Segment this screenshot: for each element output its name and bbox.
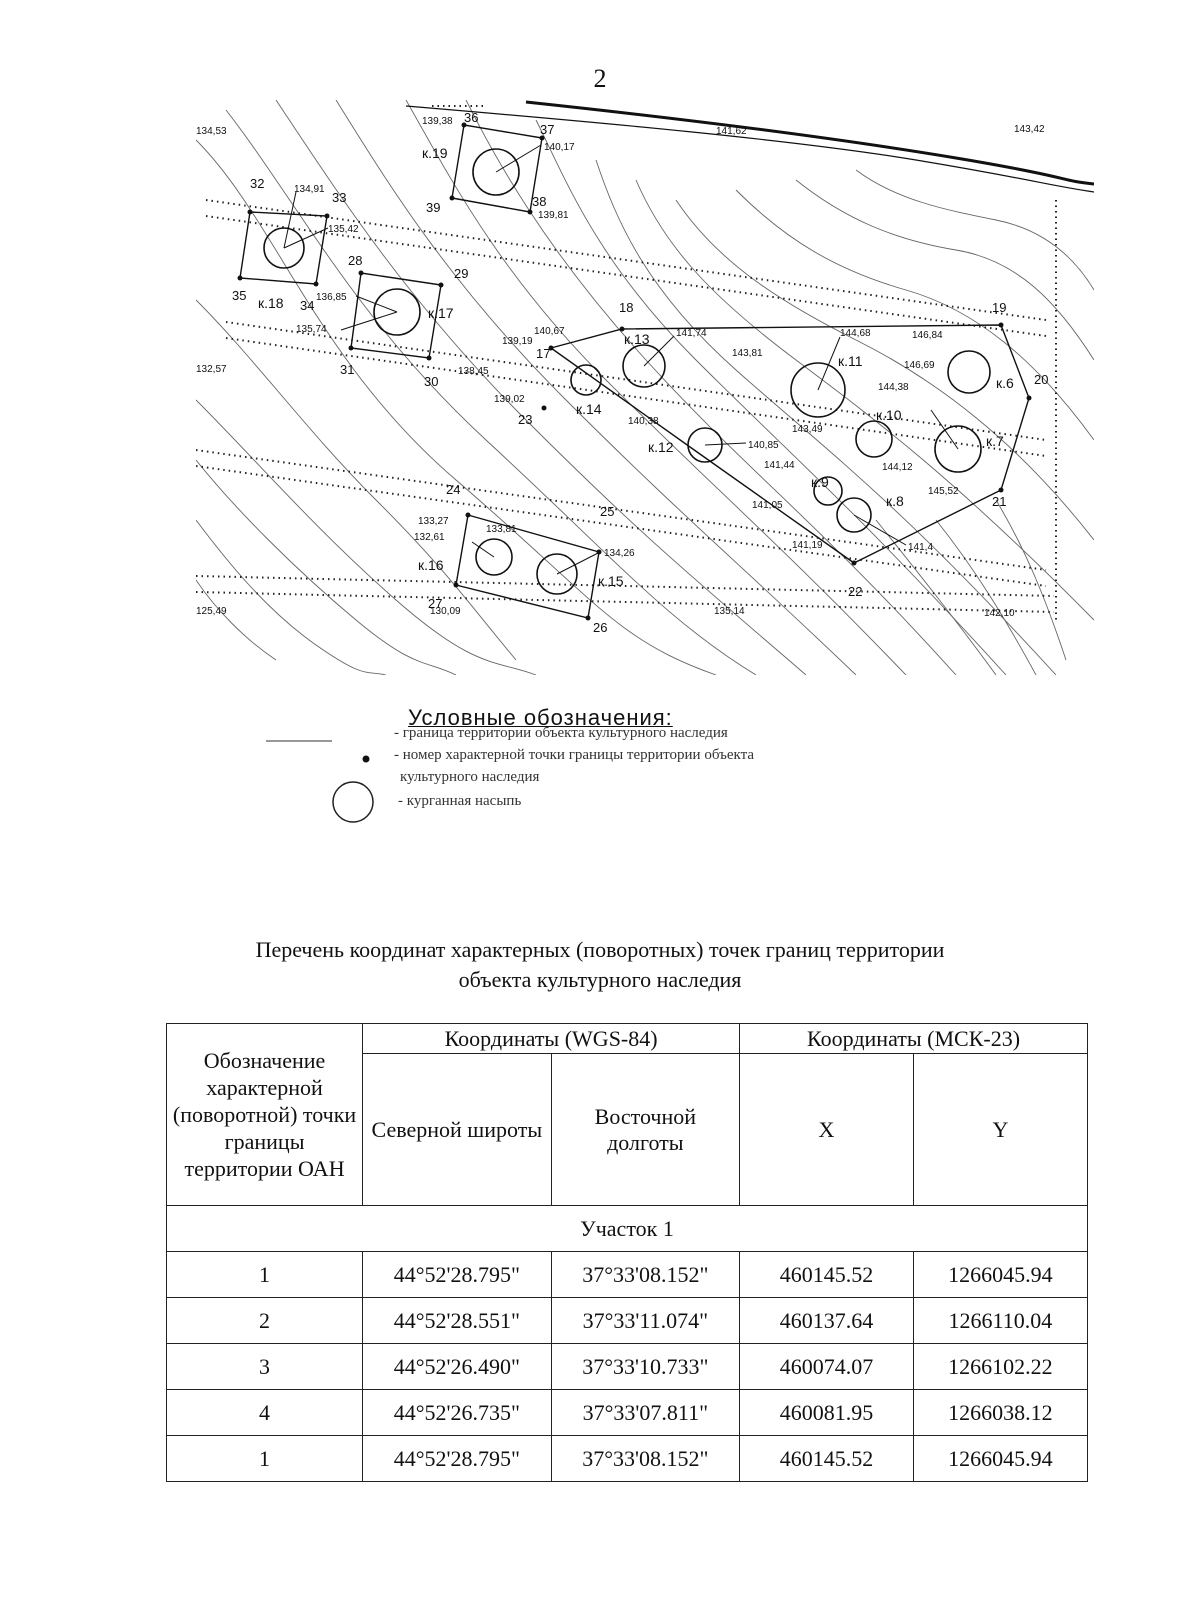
point-number: 32 [250,176,265,191]
point-number: 20 [1034,372,1049,387]
boundary-line-symbol [266,731,346,751]
elevation-mark: 132,57 [196,364,227,375]
legend-boundary-text: - граница территории объекта культурного наследия [394,725,728,741]
legend-title: Условные обозначения: [408,705,673,730]
elevation-mark: 136,85 [316,292,347,303]
legend-mound-text: - курганная насыпь [398,793,522,809]
point-number: 34 [300,298,315,313]
plot-label-k16: к.16 [418,557,444,573]
cell-east: 37°33'10.733" [551,1344,740,1390]
cell-north: 44°52'28.551" [363,1298,552,1344]
list-title-line1: Перечень координат характерных (поворотных) точек границ территории [255,937,945,962]
point-number: 26 [593,620,608,635]
elevation-mark: 141,44 [764,460,795,471]
cell-x: 460081.95 [740,1390,914,1436]
elevation-mark: 140,17 [544,142,575,153]
legend-point-text-cont: культурного наследия [400,769,540,785]
elevation-mark: 143,81 [732,348,763,359]
point-number: 31 [340,362,355,377]
elevation-mark: 130,09 [430,606,461,617]
point-number: 24 [446,482,461,497]
elevation-mark: 142,10 [984,608,1015,619]
table-row [167,1390,1088,1436]
point-number: 21 [992,494,1007,509]
elevation-mark: 133,27 [418,516,449,527]
mound-label: к.13 [624,331,650,347]
cell-y: 1266110.04 [913,1298,1087,1344]
elevation-mark: 139,19 [502,336,533,347]
cell-point: 4 [167,1390,363,1436]
point-number: 39 [426,200,441,215]
cell-east: 37°33'07.811" [551,1390,740,1436]
point-number: 37 [540,122,555,137]
group-msk: Координаты (МСК-23) [740,1024,1088,1054]
elevation-mark: 138,45 [458,366,489,377]
cell-y: 1266045.94 [913,1252,1087,1298]
point-number: 30 [424,374,439,389]
cell-point: 1 [167,1252,363,1298]
elevation-mark: 141,62 [716,126,747,137]
cell-y: 1266045.94 [913,1436,1087,1482]
col-east: Восточной долготы [551,1054,740,1206]
plot-label-k19: к.19 [422,145,448,161]
elevation-mark: 141,05 [752,500,783,511]
cell-point: 2 [167,1298,363,1344]
point-dot-symbol [344,749,384,769]
elevation-mark: 141,19 [792,540,823,551]
cell-x: 460145.52 [740,1252,914,1298]
table-row [167,1252,1088,1298]
elevation-mark: 140,38 [628,416,659,427]
point-number: 29 [454,266,469,281]
elevation-mark: 143,42 [1014,124,1045,135]
mound-circle-symbol [330,779,380,825]
elevation-mark: 133,81 [486,524,517,535]
elevation-mark: 135,42 [328,224,359,235]
plot-label-k17: к.17 [428,305,454,321]
col-north: Северной широты [363,1054,552,1206]
mound-label: к.11 [838,353,863,369]
list-title-line2: объекта культурного наследия [458,967,742,992]
elevation-mark: 141,4 [908,542,934,553]
elevation-mark: 139,81 [538,210,569,221]
elevation-mark: 135,14 [714,606,745,617]
list-title [0,935,1200,995]
table-row [167,1344,1088,1390]
elevation-mark: 140,85 [748,440,779,451]
col-y: Y [913,1054,1087,1206]
section-row: Участок 1 [167,1206,1088,1252]
elevation-mark: 139,38 [422,116,453,127]
point-number: 23 [518,412,533,427]
elevation-mark: 144,38 [878,382,909,393]
plot-label-k18: к.18 [258,295,284,311]
point-number: 28 [348,253,363,268]
point-number: 19 [992,300,1007,315]
legend-point-text: - номер характерной точки границы территории объекта [394,747,754,763]
point-number: 38 [532,194,547,209]
elevation-mark: 144,68 [840,328,871,339]
point-number: 36 [464,110,479,125]
mound-label: к.10 [876,407,902,423]
cell-east: 37°33'11.074" [551,1298,740,1344]
plot-label-k15: к.15 [598,573,624,589]
cell-east: 37°33'08.152" [551,1252,740,1298]
cell-x: 460145.52 [740,1436,914,1482]
elevation-mark: 139,02 [494,394,525,405]
cell-x: 460137.64 [740,1298,914,1344]
table-row [167,1298,1088,1344]
cell-north: 44°52'26.735" [363,1390,552,1436]
cell-north: 44°52'28.795" [363,1252,552,1298]
elevation-mark: 144,12 [882,462,913,473]
cell-y: 1266038.12 [913,1390,1087,1436]
cell-point: 1 [167,1436,363,1482]
cell-east: 37°33'08.152" [551,1436,740,1482]
elevation-mark: 125,49 [196,606,227,617]
point-number: 22 [848,584,863,599]
mound-label: к.14 [576,401,602,417]
elevation-mark: 135,74 [296,324,327,335]
cell-y: 1266102.22 [913,1344,1087,1390]
point-number: 27 [428,596,443,611]
elevation-mark: 146,69 [904,360,935,371]
mound-label: к.12 [648,439,674,455]
point-number: 18 [619,300,634,315]
site-map [196,100,1094,675]
elevation-mark: 134,91 [294,184,325,195]
elevation-mark: 134,26 [604,548,635,559]
group-wgs: Координаты (WGS-84) [363,1024,740,1054]
elevation-mark: 141,74 [676,328,707,339]
point-number: 17 [536,346,551,361]
page-number: 2 [593,64,607,93]
table-row [167,1436,1088,1482]
mound-label: к.9 [811,474,829,490]
cell-x: 460074.07 [740,1344,914,1390]
cell-north: 44°52'26.490" [363,1344,552,1390]
mound-label: к.6 [996,375,1014,391]
point-number: 35 [232,288,247,303]
elevation-mark: 134,53 [196,126,227,137]
elevation-mark: 143,49 [792,424,823,435]
mound-label: к.8 [886,493,904,509]
cell-north: 44°52'28.795" [363,1436,552,1482]
col-designation: Обозначение характерной (поворотной) точки границы территории ОАН [167,1024,363,1206]
point-number: 25 [600,504,615,519]
elevation-mark: 132,61 [414,532,445,543]
elevation-mark: 140,67 [534,326,565,337]
cell-point: 3 [167,1344,363,1390]
col-x: X [740,1054,914,1206]
coordinates-table [166,1023,1088,1482]
mound-label: к.7 [986,433,1004,449]
point-number: 33 [332,190,347,205]
elevation-mark: 146,84 [912,330,943,341]
elevation-mark: 145,52 [928,486,959,497]
